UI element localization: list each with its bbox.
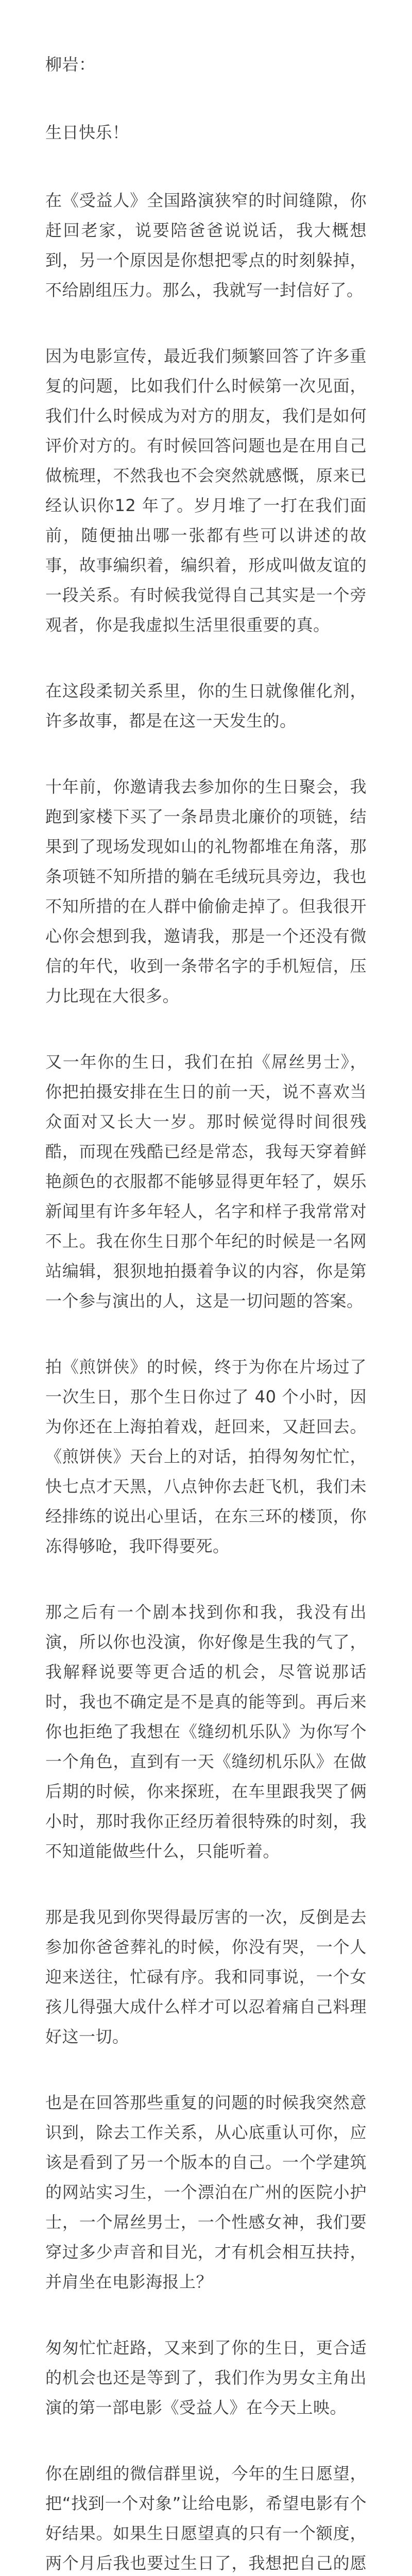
letter-greeting: 生日快乐！ <box>45 123 129 142</box>
letter-paragraph: 因为电影宣传，最近我们频繁回答了许多重复的问题，比如我们什么时候第一次见面，我们什么时候成为对方的朋友，我们是如何评价对方的。有时候回答问题也是在用自己做梳理，不然我也不会突然就感慨，原来已经认识你12 年了。岁月堆了一打在我们面前，随便抽出哪一张都有些可以讲述的故事，故事编织着，编织着，形成叫做友谊的一段关系。有时候我觉得自己其实是一个旁观者，你是我虚拟生活里很重要的真。 <box>45 346 367 635</box>
letter-paragraph: 在这段柔韧关系里，你的生日就像催化剂，许多故事，都是在这一天发生的。 <box>45 681 367 731</box>
letter-paragraph: 也是在回答那些重复的问题的时候我突然意识到，除去工作关系，从心底重认可你，应该是看到了另一个版本的自己。一个学建筑的网站实习生，一个漂泊在广州的医院小护士，一个屌丝男士，一个性感女神，我们要穿过多少声音和目光，才有机会相互扶持，并肩坐在电影海报上？ <box>45 2093 367 2292</box>
letter-paragraph: 匆匆忙忙赶路，又来到了你的生日，更合适的机会也还是等到了，我们作为男女主角出演的第一部电影《受益人》在今天上映。 <box>45 2338 367 2417</box>
letter-paragraph: 你在剧组的微信群里说，今年的生日愿望，把“找到一个对象”让给电影，希望电影有个好结果。如果生日愿望真的只有一个额度，两个月后我也要过生日了，我想把自己的愿 <box>45 2464 367 2573</box>
letter-paragraph: 在《受益人》全国路演狭窄的时间缝隙，你赶回老家，说要陪爸爸说说话，我大概想到，另一个原因是你想把零点的时刻躲掉，不给剧组压力。那么，我就写一封信好了。 <box>45 191 367 300</box>
letter-paragraph: 那是我见到你哭得最厉害的一次，反倒是去参加你爸爸葬礼的时候，你没有哭，一个人迎来送往，忙碌有序。我和同事说，一个女孩儿得强大成什么样才可以忍着痛自己料理好这一切。 <box>45 1907 367 2046</box>
letter-paragraph: 那之后有一个剧本找到你和我，我没有出演，所以你也没演，你好像是生我的气了，我解释说要等更合适的机会，尽管说那话时，我也不确定是不是真的能等到。再后来你也拒绝了我想在《缝纫机乐队》为你写个一个角色，直到有一天《缝纫机乐队》在做后期的时候，你来探班，在车里跟我哭了俩小时，那时我你正经历着很特殊的时刻，我不知道能做些什么，只能听着。 <box>45 1602 367 1861</box>
letter-paragraph: 拍《煎饼侠》的时候，终于为你在片场过了一次生日，那个生日你过了 40 个小时，因为你还在上海拍着戏，赶回来，又赶回去。《煎饼侠》天台上的对话，拍得匆匆忙忙，快七点才天黑，八点钟你去赶飞机，我们未经排练的说出心里话，在东三环的楼顶，你冻得够呛，我吓得要死。 <box>45 1357 367 1556</box>
letter-salutation: 柳岩： <box>45 55 96 74</box>
letter-body <box>45 49 367 2576</box>
letter-paragraph: 十年前，你邀请我去参加你的生日聚会，我跑到家楼下买了一条昂贵北廉价的项链，结果到了现场发现如山的礼物都堆在角落，那条项链不知所措的躺在毛绒玩具旁边，我也不知所措的在人群中偷偷走掉了。但我很开心你会想到我，邀请我，那是一个还没有微信的年代，收到一条带名字的手机短信，压力比现在大很多。 <box>45 777 367 1006</box>
letter-paragraph: 又一年你的生日，我们在拍《屌丝男士》，你把拍摄安排在生日的前一天，说不喜欢当众面对又长大一岁。那时候觉得时间很残酷，而现在残酷已经是常态，我每天穿着鲜艳颜色的衣服都不能够显得更年轻了，娱乐新闻里有许多年轻人，名字和样子我常常对不上。我在你生日那个年纪的时候是一名网站编辑，狠狈地拍摄着争议的内容，你是第一个参与演出的人，这是一切问题的答案。 <box>45 1052 367 1311</box>
